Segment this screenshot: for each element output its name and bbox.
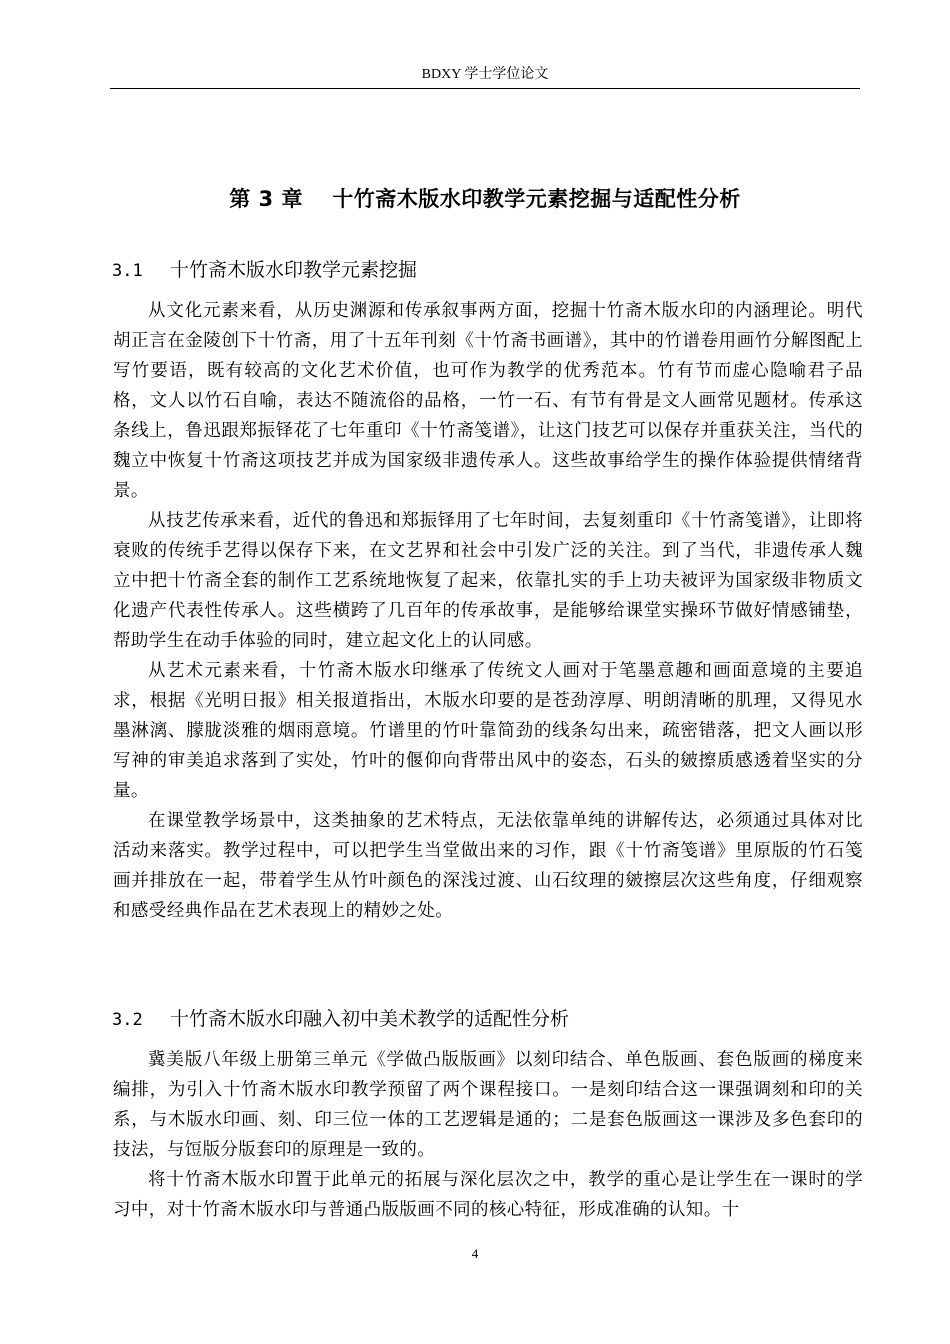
page-number: 4 [471,1246,479,1261]
running-header [110,64,860,89]
section-number: 3.1 [112,261,143,281]
paragraph: 冀美版八年级上册第三单元《学做凸版版画》以刻印结合、单色版画、套色版画的梯度来编排，为引入十竹斋木版水印教学预留了两个课程接口。一是刻印结合这一课强调刻和印的关系，与木版水印画、刻、印三位一体的工艺逻辑是通的；二是套色版画这一课涉及多色套印的技法，与饾版分版套印的原理是一致的。 [113,1050,863,1160]
section-title-text: 十竹斋木版水印融入初中美术教学的适配性分析 [170,1008,570,1030]
paragraph: 从文化元素来看，从历史渊源和传承叙事两方面，挖掘十竹斋木版水印的内涵理论。明代胡正言在金陵创下十竹斋，用了十五年刊刻《十竹斋书画谱》，其中的竹谱卷用画竹分解图配上写竹要语，既有较高的文化艺术价值，也可作为教学的优秀范本。竹有节而虚心隐喻君子品格，文人以竹石自喻，表达不随流俗的品格，一竹一石、有节有骨是文人画常见题材。传承这条线上，鲁迅跟郑振铎花了七年重印《十竹斋笺谱》，让这门技艺可以保存并重获关注，当代的魏立中恢复十竹斋这项技艺并成为国家级非遗传承人。这些故事给学生的操作体验提供情绪背景。 [113,301,863,501]
section-number: 3.2 [112,1010,143,1030]
paragraph: 从技艺传承来看，近代的鲁迅和郑振铎用了七年时间，去复刻重印《十竹斋笺谱》，让即将衰败的传统手艺得以保存下来，在文艺界和社会中引发广泛的关注。到了当代，非遗传承人魏立中把十竹斋全套的制作工艺系统地恢复了起来，依靠扎实的手上功夫被评为国家级非物质文化遗产代表性传承人。这些横跨了几百年的传承故事，是能够给课堂实操环节做好情感铺垫，帮助学生在动手体验的同时，建立起文化上的认同感。 [113,511,863,651]
paragraph: 从艺术元素来看，十竹斋木版水印继承了传统文人画对于笔墨意趣和画面意境的主要追求，根据《光明日报》相关报道指出，木版水印要的是苍劲淳厚、明朗清晰的肌理，又得见水墨淋漓、朦胧淡雅的烟雨意境。竹谱里的竹叶靠简劲的线条勾出来，疏密错落，把文人画以形写神的审美追求落到了实处，竹叶的偃仰向背带出风中的姿态，石头的皴擦质感透着坚实的分量。 [113,661,863,801]
running-title: BDXY 学士学位论文 [421,67,549,82]
section-title-text: 十竹斋木版水印教学元素挖掘 [170,259,418,281]
section-heading-3-1 [112,253,417,288]
section-heading-3-2 [112,1002,569,1037]
paragraph: 将十竹斋木版水印置于此单元的拓展与深化层次之中，教学的重心是让学生在一课时的学习中，对十竹斋木版水印与普通凸版版画不同的核心特征，形成准确的认知。十 [113,1170,863,1220]
chapter-title: 第 3 章 十竹斋木版水印教学元素挖掘与适配性分析 [229,187,741,211]
paragraph: 在课堂教学场景中，这类抽象的艺术特点，无法依靠单纯的讲解传达，必须通过具体对比活动来落实。教学过程中，可以把学生当堂做出来的习作，跟《十竹斋笺谱》里原版的竹石笺画并排放在一起，带着学生从竹叶颜色的深浅过渡、山石纹理的皴擦层次这些角度，仔细观察和感受经典作品在艺术表现上的精妙之处。 [113,811,863,921]
section-3-1-body [113,296,863,926]
section-3-2-body [113,1045,863,1225]
